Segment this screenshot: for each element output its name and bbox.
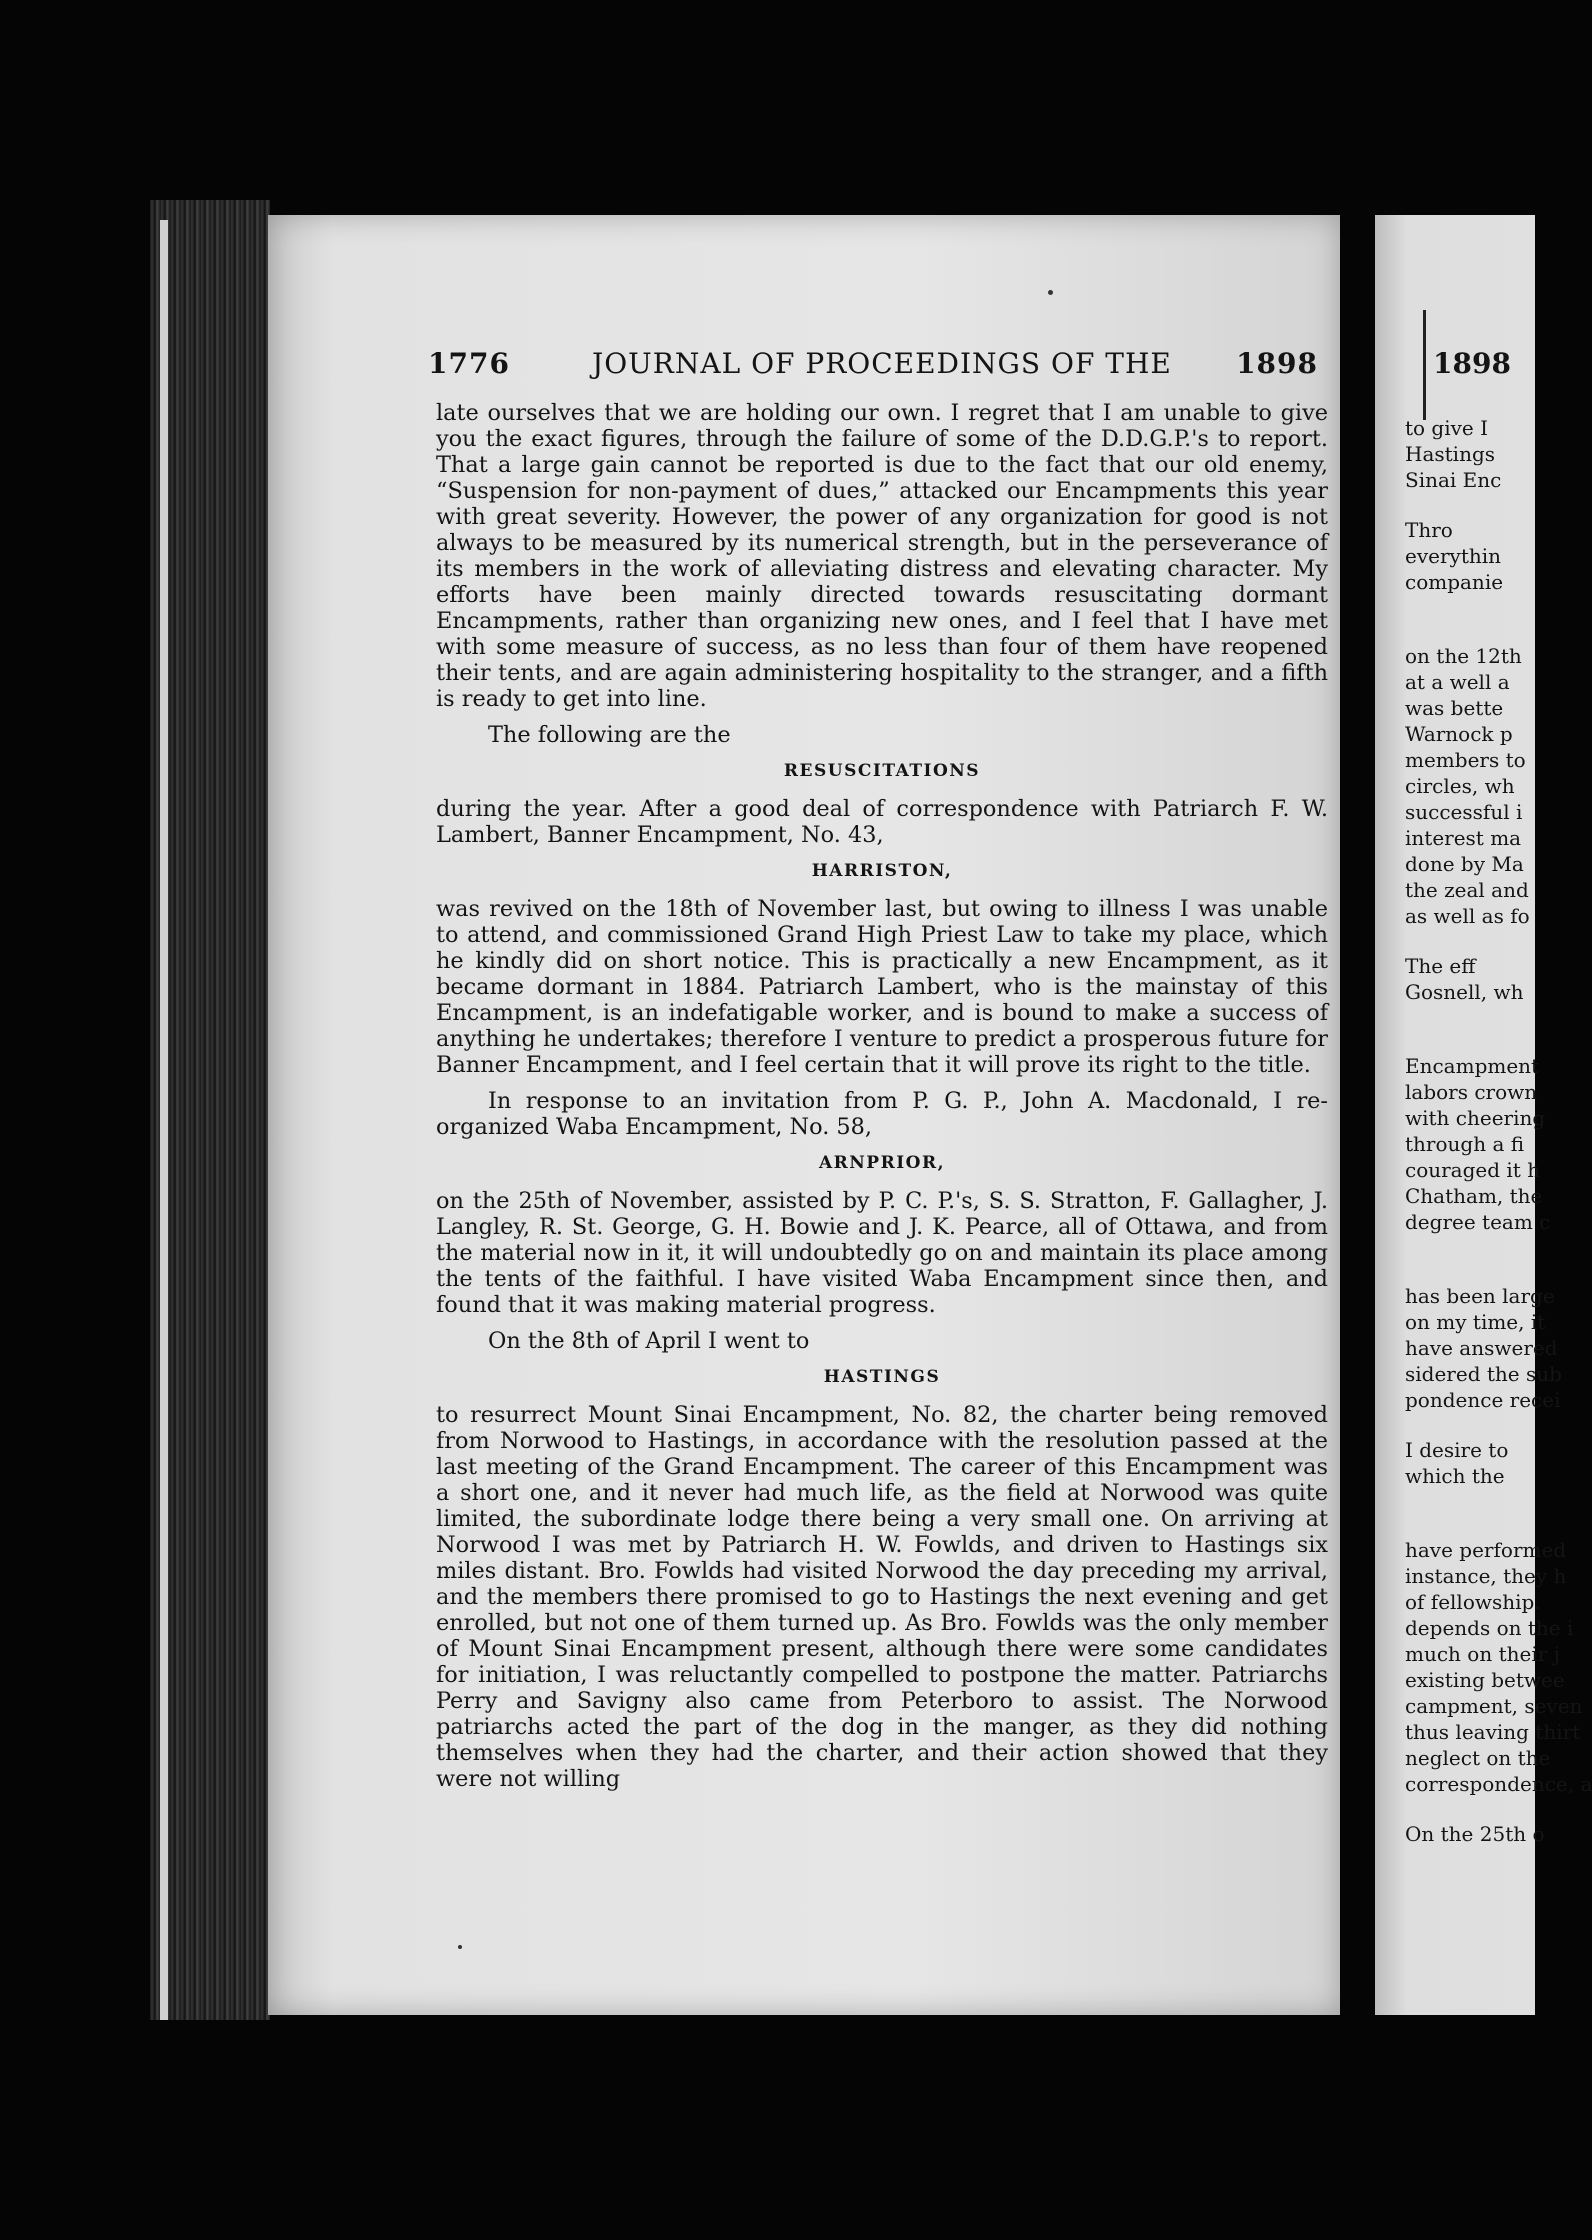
right-page-line: have performed	[1405, 1538, 1567, 1562]
paragraph: on the 25th of November, assisted by P. C. P.'s, S. S. Stratton, F. Gallagher, J. Langley, R. St. George, G. H. Bowie and J. K. Pearce, all of Ottawa, and from the material now in it, it will undoubtedly go on and maintain its place among the tents of the faithful. I have visited Waba Encampment since then, and found that it was making material progress.	[436, 1188, 1328, 1318]
right-page-line: with cheering	[1405, 1106, 1546, 1130]
paragraph: during the year. After a good deal of correspondence with Patriarch F. W. Lambert, Banner Encampment, No. 43,	[436, 796, 1328, 848]
right-page-line: pondence recei	[1405, 1388, 1561, 1412]
right-page-line	[1405, 1029, 1545, 1053]
right-page-line	[1405, 1259, 1545, 1283]
page-edge	[160, 220, 168, 2020]
paragraph: The following are the	[488, 722, 731, 748]
right-page-line: I desire to	[1405, 1438, 1509, 1462]
right-page-line: as well as fo	[1405, 904, 1530, 928]
section-heading: RESUSCITATIONS	[783, 761, 981, 781]
right-page-line: companie	[1405, 570, 1504, 594]
right-page-line: successful i	[1405, 800, 1523, 824]
right-page-line	[1405, 1797, 1545, 1821]
right-page-line: through a fi	[1405, 1132, 1525, 1156]
right-page-line: Thro	[1405, 518, 1453, 542]
right-page-line: Chatham, the	[1405, 1184, 1543, 1208]
right-page-line: which the	[1405, 1464, 1505, 1488]
right-page-line	[1405, 929, 1545, 953]
right-page-text	[1405, 415, 1592, 1847]
page-year: 1898	[1236, 347, 1318, 380]
right-page-line: have answered	[1405, 1336, 1558, 1360]
paragraph: to resurrect Mount Sinai Encampment, No. 82, the charter being removed from Norwood to Hastings, in accordance with the resolution passed at the last meeting of the Grand Encampment. The career of this Encampment was a short one, and it never had much life, as the field at Norwood was quite limited, the subordinate lodge there being a very small one. On arriving at Norwood I was met by Patriarch H. W. Fowlds, and driven to Hastings six miles distant. Bro. Fowlds had visited Norwood the day preceding my arrival, and the members there promised to go to Hastings the next evening and get enrolled, but not one of them turned up. As Bro. Fowlds was the only member of Mount Sinai Encampment present, although there were some candidates for initiation, I was reluctantly compelled to postpone the matter. Patriarchs Perry and Savigny also came from Peterboro to assist. The Norwood patriarchs acted the part of the dog in the manger, as they did nothing themselves when they had the charter, and their action showed that they were not willing	[436, 1402, 1328, 1792]
ink-speck	[1048, 290, 1053, 295]
right-page	[1375, 215, 1592, 2015]
right-page-line: Gosnell, wh	[1405, 980, 1524, 1004]
right-page-line: thus leaving thirt	[1405, 1720, 1581, 1744]
right-page-line: couraged it h	[1405, 1158, 1541, 1182]
right-page-line: members to	[1405, 748, 1526, 772]
right-page-line: to give I	[1405, 416, 1489, 440]
right-page-line: neglect on the	[1405, 1746, 1551, 1770]
right-page-line	[1405, 1005, 1545, 1029]
right-page-line: labors crown	[1405, 1080, 1538, 1104]
section-heading: HARRISTON,	[811, 861, 953, 881]
right-page-year: 1898	[1433, 347, 1511, 380]
right-page-line: on my time, it	[1405, 1310, 1546, 1334]
right-page-line	[1405, 1513, 1545, 1537]
right-page-line: Encampment	[1405, 1054, 1540, 1078]
right-page-line: degree team c	[1405, 1210, 1551, 1234]
right-page-line: has been large	[1405, 1284, 1555, 1308]
right-page-line: the zeal and	[1405, 878, 1529, 902]
right-page-line	[1405, 595, 1545, 619]
right-page-line	[1405, 619, 1545, 643]
running-head	[428, 347, 1318, 391]
right-page-line: circles, wh	[1405, 774, 1515, 798]
right-page-line: sidered the sub	[1405, 1362, 1562, 1386]
right-page-line: The eff	[1405, 954, 1476, 978]
right-page-line: done by Ma	[1405, 852, 1524, 876]
right-page-line: at a well a	[1405, 670, 1510, 694]
book-binding	[150, 200, 270, 2020]
page-number: 1776	[428, 347, 510, 380]
right-page-line: instance, they h	[1405, 1564, 1567, 1588]
margin-rule	[1423, 310, 1426, 420]
right-page-line: Hastings	[1405, 442, 1496, 466]
right-page-line: everythin	[1405, 544, 1502, 568]
right-page-line: much on their j	[1405, 1642, 1560, 1666]
section-heading: HASTINGS	[823, 1367, 941, 1387]
right-page-line: Sinai Enc	[1405, 468, 1502, 492]
right-page-line: On the 25th o	[1405, 1822, 1545, 1846]
right-page-line	[1405, 493, 1545, 517]
right-page-line: interest ma	[1405, 826, 1522, 850]
section-heading: ARNPRIOR,	[818, 1153, 946, 1173]
body-text	[436, 400, 1328, 1802]
ink-speck	[458, 1945, 462, 1949]
right-page-line	[1405, 1413, 1545, 1437]
right-page-line: existing betwee	[1405, 1668, 1565, 1692]
paragraph: late ourselves that we are holding our own. I regret that I am unable to give you the exact figures, through the failure of some of the D.D.G.P.'s to report. That a large gain cannot be reported is due to the fact that our old enemy, “Suspension for non-payment of dues,” attacked our Encampments this year with great severity. However, the power of any organization for good is not always to be measured by its numerical strength, but in the perseverance of its members in the work of alleviating distress and elevating character. My efforts have been mainly directed towards resuscitating dormant Encampments, rather than organizing new ones, and I feel that I have met with some measure of success, as no less than four of them have reopened their tents, and are again administering hospitality to the stranger, and a fifth is ready to get into line.	[436, 400, 1328, 712]
running-title: JOURNAL OF PROCEEDINGS OF THE	[592, 347, 1172, 380]
right-page-line: of fellowship.	[1405, 1590, 1541, 1614]
right-page-line: depends on the i	[1405, 1616, 1574, 1640]
right-page-line: Warnock p	[1405, 722, 1513, 746]
right-page-line: campment, seven	[1405, 1694, 1583, 1718]
paragraph: was revived on the 18th of November last, but owing to illness I was unable to attend, and commissioned Grand High Priest Law to take my place, which he kindly did on short notice. This is practically a new Encampment, as it became dormant in 1884. Patriarch Lambert, who is the mainstay of this Encampment, is an indefatigable worker, and is bound to make a success of anything he undertakes; therefore I venture to predict a prosperous future for Banner Encampment, and I feel certain that it will prove its right to the title.	[436, 896, 1328, 1078]
paragraph: On the 8th of April I went to	[488, 1328, 810, 1354]
right-page-line	[1405, 1235, 1545, 1259]
right-page-line	[1405, 1489, 1545, 1513]
paragraph: In response to an invitation from P. G. P., John A. Macdonald, I re-organized Waba Encampment, No. 58,	[436, 1088, 1328, 1140]
left-page	[268, 215, 1340, 2015]
right-page-line: was bette	[1405, 696, 1504, 720]
right-page-line: on the 12th	[1405, 644, 1522, 668]
right-page-line: correspondence, a	[1405, 1772, 1592, 1796]
